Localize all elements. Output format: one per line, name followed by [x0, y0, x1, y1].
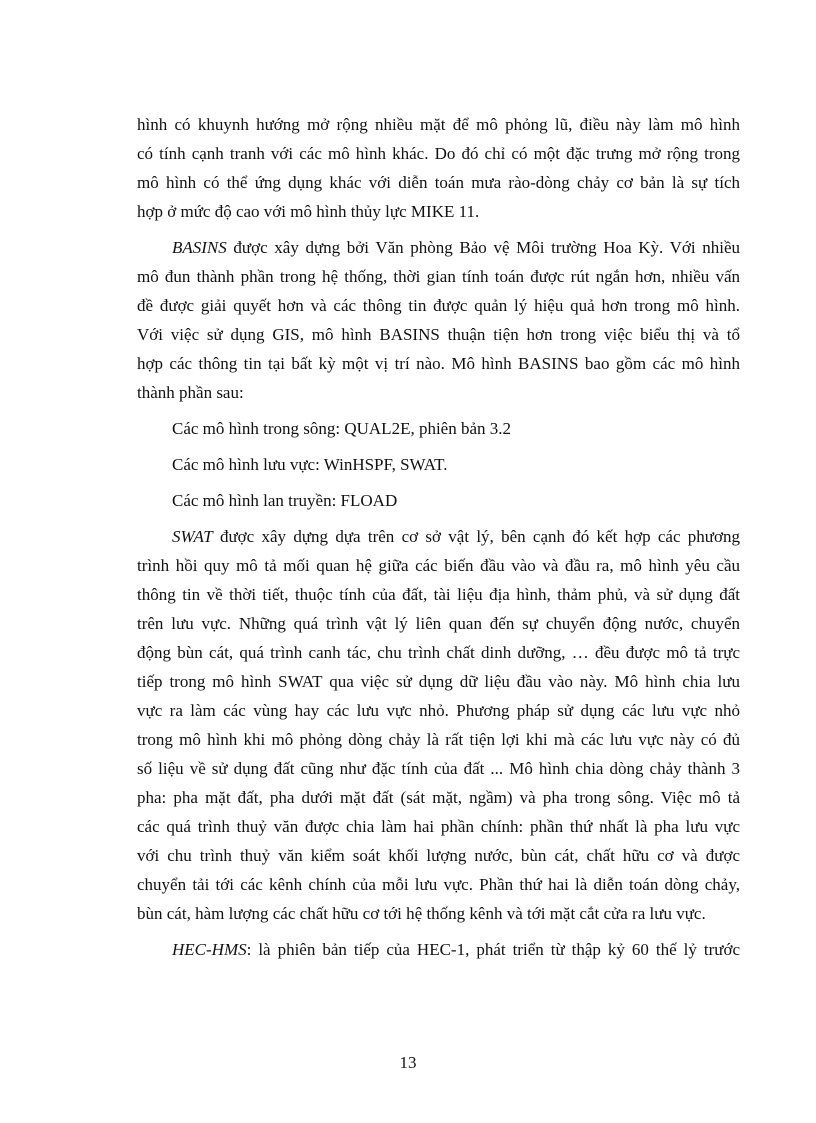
paragraph-basins: [137, 233, 740, 407]
paragraph-line: tiếp trong mô hình SWAT qua việc sử dụng dữ liệu đầu vào này. Mô hình chia lưu: [137, 672, 740, 691]
paragraph-line: [137, 522, 740, 551]
paragraph-line: thành phần sau:: [137, 383, 244, 402]
paragraph-line: thông tin về thời tiết, thuộc tính của đất, tài liệu địa hình, thảm phủ, và sử dụng đất: [137, 585, 740, 604]
paragraph-line-text: : là phiên bản tiếp của HEC-1, phát triển từ thập kỷ 60 thế lỷ trước: [246, 940, 740, 959]
paragraph-line: bùn cát, hàm lượng các chất hữu cơ tới hệ thống kênh và tới mặt cắt cửa ra lưu vực.: [137, 904, 706, 923]
paragraph-line: [137, 233, 740, 262]
paragraph-line: Với việc sử dụng GIS, mô hình BASINS thuận tiện hơn trong việc biểu thị và tổ: [137, 325, 740, 344]
page-number: 13: [399, 1053, 417, 1072]
paragraph-line: trên lưu vực. Những quá trình vật lý liên quan đến sự chuyển động nước, chuyển: [137, 614, 740, 633]
paragraph-line: mô đun thành phần trong hệ thống, thời gian tính toán được rút ngắn hơn, nhiều vấn: [137, 267, 740, 286]
paragraph-line: các quá trình thuỷ văn được chia làm hai phần chính: phần thứ nhất là pha lưu vực: [137, 817, 740, 836]
list-item: Các mô hình trong sông: QUAL2E, phiên bản 3.2: [172, 419, 512, 438]
paragraph-line-text: được xây dựng bởi Văn phòng Bảo vệ Môi trường Hoa Kỳ. Với nhiều: [226, 238, 740, 257]
paragraph-line: số liệu về sử dụng đất cũng như đặc tính của đất ... Mô hình chia dòng chảy thành 3: [137, 759, 740, 778]
paragraph-hec-hms: [137, 935, 740, 964]
paragraph-line-text: được xây dựng dựa trên cơ sở vật lý, bên cạnh đó kết hợp các phương: [212, 527, 740, 546]
paragraph-line: hợp các thông tin tại bất kỳ một vị trí nào. Mô hình BASINS bao gồm các mô hình: [137, 354, 740, 373]
model-name-basins: BASINS: [172, 238, 227, 257]
list-item: Các mô hình lan truyền: FLOAD: [172, 491, 398, 510]
model-name-swat: SWAT: [172, 527, 213, 546]
list-item: Các mô hình lưu vực: WinHSPF, SWAT.: [172, 455, 448, 474]
paragraph-line: với chu trình thuỷ văn kiểm soát khối lượng nước, bùn cát, chất hữu cơ và được: [137, 846, 740, 865]
paragraph-line: trình hồi quy mô tả mối quan hệ giữa các biến đầu vào và đầu ra, mô hình yêu cầu: [137, 556, 740, 575]
paragraph-line: trong mô hình khi mô phỏng dòng chảy là rất tiện lợi khi mà các lưu vực này có đủ: [137, 730, 740, 749]
paragraph-line: pha: pha mặt đất, pha dưới mặt đất (sát mặt, ngầm) và pha trong sông. Việc mô tả: [137, 788, 740, 807]
paragraph-swat: [137, 522, 740, 928]
paragraph-line: chuyển tải tới các kênh chính của mỗi lưu vực. Phần thứ hai là diễn toán dòng chảy,: [137, 875, 740, 894]
document-page: [137, 110, 740, 971]
paragraph-line: đề được giải quyết hơn và các thông tin được quản lý hiệu quả hơn trong mô hình.: [137, 296, 740, 315]
model-name-hec-hms: HEC-HMS: [172, 940, 247, 959]
paragraph-line: hợp ở mức độ cao với mô hình thủy lực MIKE 11.: [137, 202, 480, 221]
paragraph-line: có tính cạnh tranh với các mô hình khác. Do đó chỉ có một đặc trưng mở rộng trong: [137, 144, 740, 163]
paragraph-line: hình có khuynh hướng mở rộng nhiều mặt để mô phỏng lũ, điều này làm mô hình: [137, 115, 740, 134]
paragraph-line: động bùn cát, quá trình canh tác, chu trình chất dinh dưỡng, … đều được mô tả trực: [137, 643, 740, 662]
paragraph-line: [137, 935, 740, 964]
paragraph-line: mô hình có thể ứng dụng khác với diễn toán mưa rào-dòng chảy cơ bản là sự tích: [137, 173, 740, 192]
paragraph-line: vực ra làm các vùng hay các lưu vực nhỏ. Phương pháp sử dụng các lưu vực nhỏ: [137, 701, 740, 720]
paragraph-1: [137, 110, 740, 226]
